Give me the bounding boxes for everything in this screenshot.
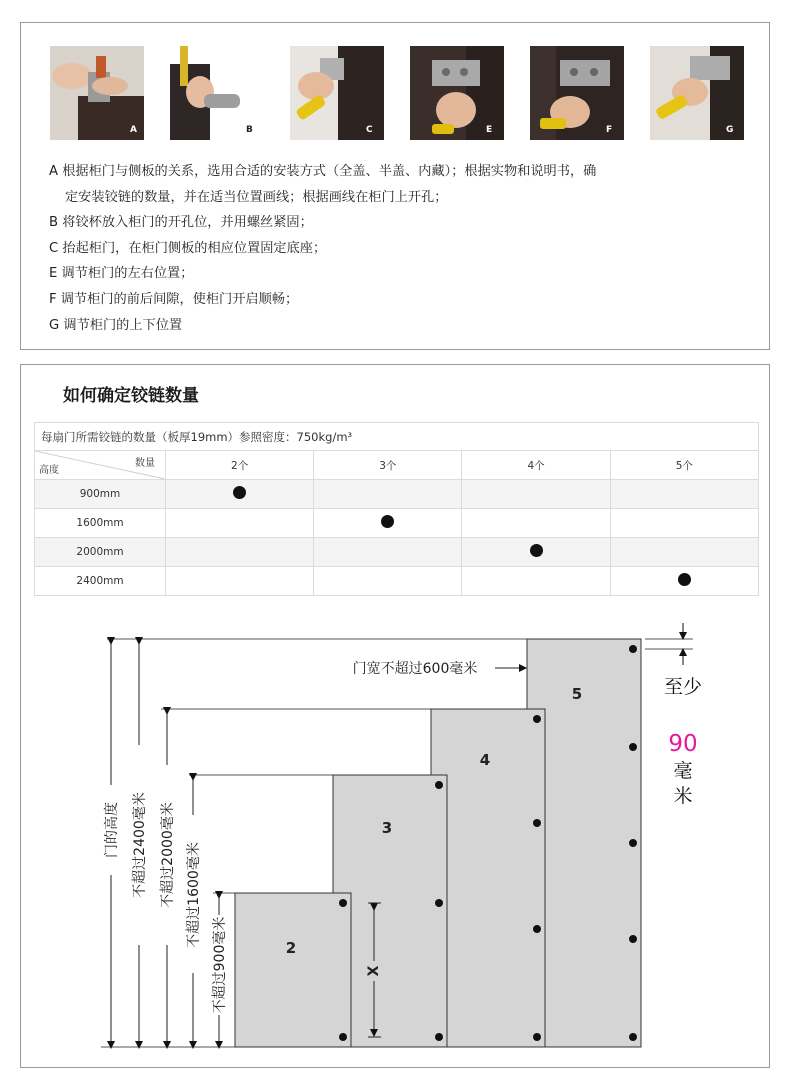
- spacing-label: X: [366, 965, 382, 977]
- count-cell: [314, 509, 462, 538]
- min-gap-line2: 毫: [673, 760, 693, 782]
- install-photo-b: [170, 46, 264, 140]
- count-cell: [166, 538, 314, 567]
- hinge-count-dot: [678, 573, 691, 586]
- min-gap-line1: 至少: [663, 676, 703, 698]
- install-photo-g: [650, 46, 744, 140]
- step-g: G 调节柜门的上下位置: [49, 317, 183, 333]
- height-label-2000: 不超过2000毫米: [160, 802, 176, 908]
- height-labels: [103, 792, 228, 1013]
- table-row: [35, 509, 759, 538]
- hinge-count-dot: [381, 515, 394, 528]
- door-2: [235, 893, 351, 1047]
- install-photo-e: [410, 46, 504, 140]
- count-cell: [166, 567, 314, 596]
- count-cell: [462, 567, 610, 596]
- section-title: 如何确定铰链数量: [63, 386, 199, 406]
- photo-label: C: [366, 125, 373, 135]
- door-label-3: 3: [381, 819, 393, 837]
- count-cell: [610, 509, 758, 538]
- column-header: 2个: [166, 451, 314, 480]
- column-header: 4个: [462, 451, 610, 480]
- row-height: 900mm: [35, 480, 166, 509]
- hinge-count-panel: [20, 364, 770, 1068]
- install-steps-list: [49, 159, 749, 338]
- count-cell: [462, 480, 610, 509]
- hinge-count-dot: [233, 486, 246, 499]
- install-photo-f: [530, 46, 624, 140]
- height-label-900: 不超过900毫米: [212, 916, 228, 1014]
- height-label-1600: 不超过1600毫米: [186, 842, 202, 948]
- corner-height-label: 高度: [39, 465, 59, 476]
- photo-row: [50, 46, 742, 140]
- row-height: 1600mm: [35, 509, 166, 538]
- count-cell: [610, 480, 758, 509]
- step-c: C 抬起柜门，在柜门侧板的相应位置固定底座；: [49, 240, 327, 256]
- door-4: [431, 709, 545, 1047]
- table-row: [35, 538, 759, 567]
- step-b: B 将铰杯放入柜门的开孔位，并用螺丝紧固；: [49, 215, 313, 231]
- table-corner-cell: [35, 451, 166, 480]
- photo-label: A: [130, 125, 137, 135]
- hinge-table: [34, 422, 759, 596]
- install-photo-a: [50, 46, 144, 140]
- min-gap-value: 90: [668, 731, 698, 757]
- photo-label: B: [246, 125, 253, 135]
- photo-label: E: [486, 125, 493, 135]
- step-a: A 根据柜门与侧板的关系，选用合适的安装方式（全盖、半盖、内藏）；根据实物和说明书，确: [49, 164, 597, 179]
- height-label-door: 门的高度: [104, 802, 120, 858]
- row-height: 2000mm: [35, 538, 166, 567]
- count-cell: [610, 538, 758, 567]
- count-cell: [314, 538, 462, 567]
- count-cell: [610, 567, 758, 596]
- count-cell: [314, 567, 462, 596]
- door-label-2: 2: [285, 939, 297, 957]
- install-photo-c: [290, 46, 384, 140]
- table-row: [35, 567, 759, 596]
- door-label-5: 5: [571, 685, 583, 703]
- door-label-4: 4: [479, 751, 491, 769]
- count-cell: [166, 480, 314, 509]
- hinge-diagram: [21, 605, 769, 1065]
- width-note-text: 门宽不超过600毫米: [352, 661, 478, 677]
- min-gap-annotation: [645, 623, 702, 807]
- step-e: E 调节柜门的左右位置；: [49, 266, 194, 282]
- count-cell: [166, 509, 314, 538]
- count-cell: [462, 538, 610, 567]
- width-note: [353, 660, 523, 677]
- min-gap-line3: 米: [673, 785, 693, 807]
- hinge-count-dot: [530, 544, 543, 557]
- table-caption: 每扇门所需铰链的数量（板厚19mm）参照密度：750kg/m³: [35, 423, 759, 451]
- photo-label: F: [606, 125, 613, 135]
- step-a-continued: 定安装铰链的数量，并在适当位置画线；根据画线在柜门上开孔；: [65, 189, 448, 205]
- column-header: 3个: [314, 451, 462, 480]
- count-cell: [314, 480, 462, 509]
- height-label-2400: 不超过2400毫米: [132, 792, 148, 898]
- install-steps-panel: [20, 22, 770, 350]
- table-row: [35, 480, 759, 509]
- step-f: F 调节柜门的前后间隙，使柜门开启顺畅；: [49, 291, 299, 307]
- corner-quantity-label: 数量: [135, 458, 155, 469]
- photo-label: G: [726, 125, 734, 135]
- count-cell: [462, 509, 610, 538]
- column-header: 5个: [610, 451, 758, 480]
- row-height: 2400mm: [35, 567, 166, 596]
